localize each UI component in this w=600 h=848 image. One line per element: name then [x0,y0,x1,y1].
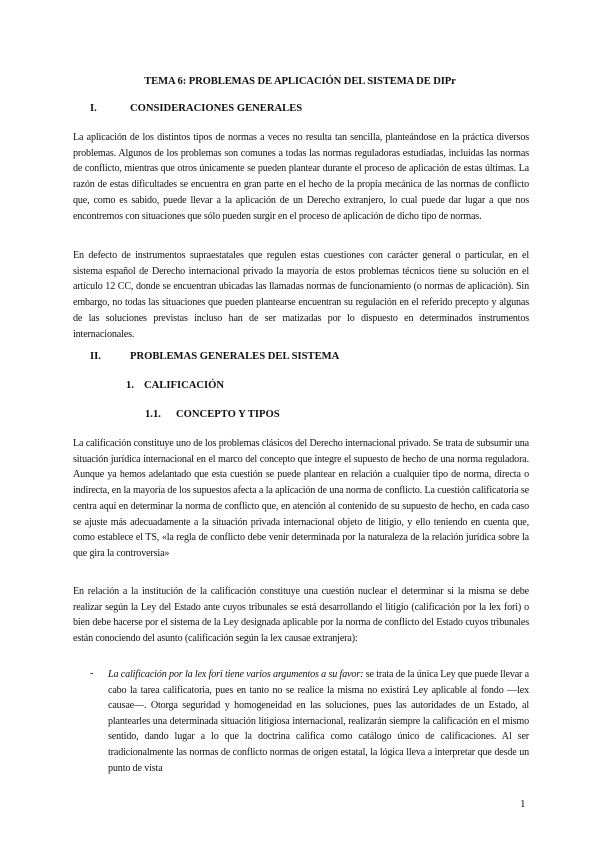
paragraph-3 [73,436,529,562]
section-number: II. [90,351,101,362]
paragraph-3-main: La calificación constituye uno de los problemas clásicos del Derecho internacional privado. Se trata de subsumir una situación jurídica internacional en el marco del concepto que integre el supuesto de hecho de una norma reguladora. Aunque ya hemos adelantado que esta cuestión se puede plantear en relación a cualquier tipo de norma, directa o indirecta, en la mayoría de los supuestos afecta a la aplicación de una norma de conflicto. La cuestión calificatoria se centra aquí en determinar la norma de conflicto que, en atención al contenido de su supuesto de hecho, en cada caso se ajuste más adecuadamente a la situación privada internacional objeto de litigio, y ello teniendo en cuenta que, como establece el TS, [73,438,529,544]
paragraph-2: En defecto de instrumentos supraestatales que regulen estas cuestiones con carácter general o particular, en el sistema español de Derecho internacional privado la mayoría de estos problemas técnicos tiene su solución en el artículo 12 CC, donde se encuentran ubicadas las llamadas normas de funcionamiento (o normas de aplicación). Sin embargo, no todas las situaciones que pueden plantearse encuentran su regulación en el referido precepto y algunas de las soluciones previstas incluso han de ser matizadas por lo dispuesto en determinados instrumentos internacionales. [73,250,529,340]
document-title: TEMA 6: PROBLEMAS DE APLICACIÓN DEL SISTEMA DE DIPr [144,76,456,87]
paragraph-3-quote: «la regla de conflicto debe venir determinada por la naturaleza de la relación jurídica sobre la que gira la controversia» [73,532,529,559]
section-heading-1 [90,103,302,114]
subsection-heading-1 [126,380,224,391]
section-title: CONSIDERACIONES GENERALES [130,103,303,114]
paragraph-1: La aplicación de los distintos tipos de normas a veces no resulta tan sencilla, planteándose en la práctica diversos problemas. Algunos de los problemas son comunes a todas las normas reguladoras estudiadas, incluidas las normas de conflicto, mientras que otros únicamente se pueden plantear durante el proceso de aplicación de estas últimas. La razón de estas dificultades se encuentra en gran parte en el hecho de la propia mecánica de las normas de conflicto que, como es sabido, puede llevar a la aplicación de un Derecho extranjero, lo cual puede dar lugar a que nos encontremos con situaciones que sólo pueden surgir en el proceso de aplicación de dicho tipo de normas. [73,132,529,222]
subsubsection-heading-1 [145,409,280,420]
subsection-title: CALIFICACIÓN [144,380,225,391]
paragraph-4: En relación a la institución de la calificación constituye una cuestión nuclear el determinar si la misma se debe realizar según la Ley del Estado ante cuyos tribunales se está desarrollando el litigio (calificación por la lex fori) o bien debe hacerse por el sistema de la Ley designada aplicable por la norma de conflicto del Estado cuyos tribunales están conociendo del asunto (calificación según la lex causae extranjera): [73,586,529,645]
bullet-marker: - [90,668,94,679]
bullet-lead: La calificación por la lex fori tiene varios argumentos a su favor: [108,669,364,680]
section-number: I. [90,103,97,114]
section-title: PROBLEMAS GENERALES DEL SISTEMA [130,351,340,362]
subsubsection-number: 1.1. [145,409,161,420]
page-number: 1 [520,798,526,810]
section-heading-2 [90,351,339,362]
bullet-body: se trata de la única Ley que puede llevar a cabo la tarea calificatoria, pues en tanto no se realice la misma no existirá Ley aplicable al fondo —lex causae—. Otorga seguridad y homogeneidad en las soluciones, pues las autoridades de un Estado, al plantearles una determinada situación litigiosa internacional, realizarán siempre la calificación en el mismo sentido, dando lugar a lo que la doctrina califica como catálogo único de calificaciones. Al ser tradicionalmente las normas de conflicto normas de origen estatal, la lógica lleva a interpretar que desde un punto de vista [108,669,529,774]
subsubsection-title: CONCEPTO Y TIPOS [176,409,280,420]
subsection-number: 1. [126,380,134,391]
bullet-item [108,667,529,776]
